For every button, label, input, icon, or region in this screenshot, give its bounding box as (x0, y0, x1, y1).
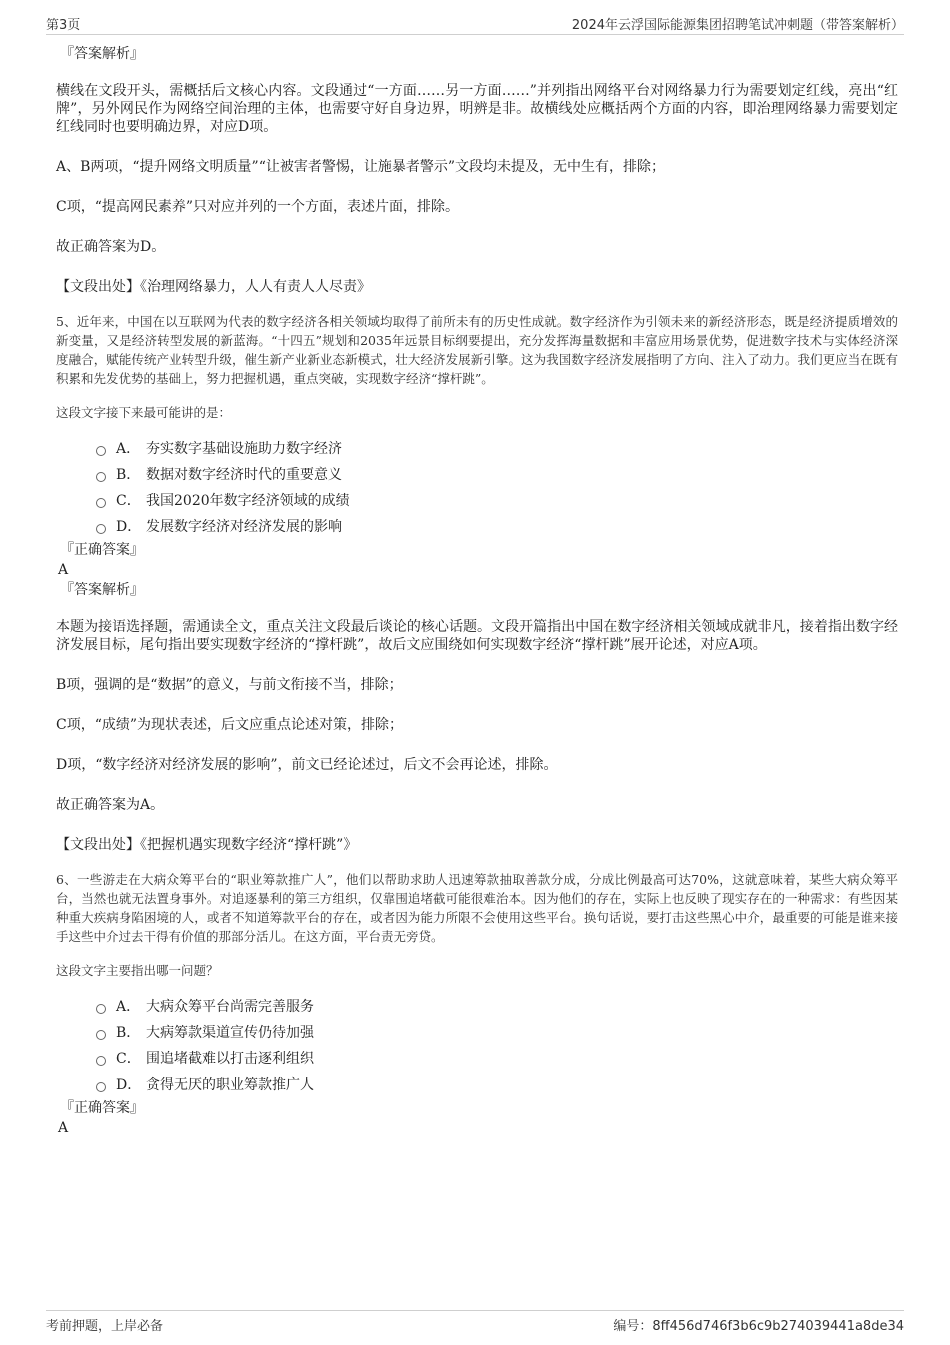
correct-answer: A (58, 1120, 69, 1136)
source-citation: 【文段出处】《把握机遇实现数字经济“撑杆跳”》 (56, 837, 358, 853)
q4-analysis (56, 44, 898, 296)
analysis-paragraph: 横线在文段开头，需概括后文核心内容。文段通过“一方面……另一方面……”并列指出网络平台对网络暴力行为需要划定红线，亮出“红牌”，另外网民作为网络空间治理的主体，也需要守好自身边界，明辨是非。故横线处应概括两个方面的内容，即治理网络暴力需要划定红线同时也要明确边界，对应D项。 (56, 83, 898, 135)
analysis-paragraph: D项，“数字经济对经济发展的影响”，前文已经论述过，后文不会再论述，排除。 (56, 757, 558, 773)
document-title: 2024年云浮国际能源集团招聘笔试冲刺题（带答案解析） (571, 18, 904, 33)
option-a[interactable]: A． 夯实数字基础设施助力数字经济 (96, 436, 898, 462)
radio-icon[interactable] (96, 1004, 106, 1014)
options-list (56, 994, 898, 1098)
analysis-paragraph: 本题为接语选择题，需通读全文，重点关注文段最后谈论的核心话题。文段开篇指出中国在数字经济相关领域成就非凡，接着指出数字经济发展目标，尾句指出要实现数字经济的“撑杆跳”，故后文应围绕如何实现数字经济“撑杆跳”展开论述，对应A项。 (56, 619, 898, 653)
analysis-paragraph: C项，“成绩”为现状表述，后文应重点论述对策，排除； (56, 717, 404, 733)
option-b[interactable]: B． 大病筹款渠道宣传仍待加强 (96, 1020, 898, 1046)
option-b[interactable]: B． 数据对数字经济时代的重要意义 (96, 462, 898, 488)
question-6 (56, 870, 898, 1138)
question-prompt: 这段文字接下来最可能讲的是： (56, 405, 232, 420)
footer-slogan: 考前押题，上岸必备 (46, 1319, 164, 1334)
radio-icon[interactable] (96, 498, 106, 508)
question-text: 5、近年来，中国在以互联网为代表的数字经济各相关领域均取得了前所未有的历史性成就。数字经济作为引领未来的新经济形态，既是经济提质增效的新变量，又是经济转型发展的新蓝海。“十四五”规划和2035年远景目标纲要提出，充分发挥海量数据和丰富应用场景优势，促进数字技术与实体经济深度融合，赋能传统产业转型升级，催生新产业新业态新模式，壮大经济发展新引擎。这为我国数字经济发展指明了方向、注入了动力。我们更应当在既有积累和先发优势的基础上，努力把握机遇，重点突破，实现数字经济“撑杆跳”。 (56, 314, 898, 386)
radio-icon[interactable] (96, 472, 106, 482)
analysis-heading: 『答案解析』 (60, 582, 144, 598)
document-code: 编号：8ff456d746f3b6c9b274039441a8de34 (613, 1319, 904, 1334)
page-footer (46, 1310, 904, 1337)
analysis-conclusion: 故正确答案为D。 (56, 239, 166, 255)
option-c[interactable]: C． 我国2020年数字经济领域的成绩 (96, 488, 898, 514)
question-5 (56, 312, 898, 854)
radio-icon[interactable] (96, 1030, 106, 1040)
correct-answer-heading: 『正确答案』 (60, 542, 144, 558)
radio-icon[interactable] (96, 1056, 106, 1066)
option-d[interactable]: D． 贪得无厌的职业筹款推广人 (96, 1072, 898, 1098)
page-number: 第3页 (46, 18, 81, 33)
page-content (56, 44, 898, 1138)
source-citation: 【文段出处】《治理网络暴力，人人有责人人尽责》 (56, 279, 371, 295)
analysis-paragraph: B项，强调的是“数据”的意义，与前文衔接不当，排除； (56, 677, 403, 693)
analysis-paragraph: A、B两项，“提升网络文明质量”“让被害者警惕，让施暴者警示”文段均未提及，无中生有，排除； (56, 159, 666, 175)
option-c[interactable]: C． 围追堵截难以打击逐利组织 (96, 1046, 898, 1072)
radio-icon[interactable] (96, 524, 106, 534)
question-text: 6、一些游走在大病众筹平台的“职业筹款推广人”，他们以帮助求助人迅速筹款抽取善款分成，分成比例最高可达70%，这就意味着，某些大病众筹平台，当然也就无法置身事外。对追逐暴利的第三方组织，仅靠围追堵截可能很难治本。因为他们的存在，实际上也反映了现实存在的一种需求：有些因某种重大疾病身陷困境的人，或者不知道筹款平台的存在，或者因为能力所限不会使用这些平台。换句话说，要打击这些黑心中介，最重要的可能是谁来接手这些中介过去干得有价值的那部分活儿。在这方面，平台责无旁贷。 (56, 872, 898, 944)
radio-icon[interactable] (96, 446, 106, 456)
page-header (46, 12, 904, 35)
correct-answer-heading: 『正确答案』 (60, 1100, 144, 1116)
question-prompt: 这段文字主要指出哪一问题？ (56, 963, 219, 978)
option-a[interactable]: A． 大病众筹平台尚需完善服务 (96, 994, 898, 1020)
option-d[interactable]: D． 发展数字经济对经济发展的影响 (96, 514, 898, 540)
analysis-heading: 『答案解析』 (60, 46, 144, 62)
correct-answer: A (58, 562, 69, 578)
analysis-paragraph: C项，“提高网民素养”只对应并列的一个方面，表述片面，排除。 (56, 199, 460, 215)
analysis-conclusion: 故正确答案为A。 (56, 797, 165, 813)
options-list (56, 436, 898, 540)
radio-icon[interactable] (96, 1082, 106, 1092)
